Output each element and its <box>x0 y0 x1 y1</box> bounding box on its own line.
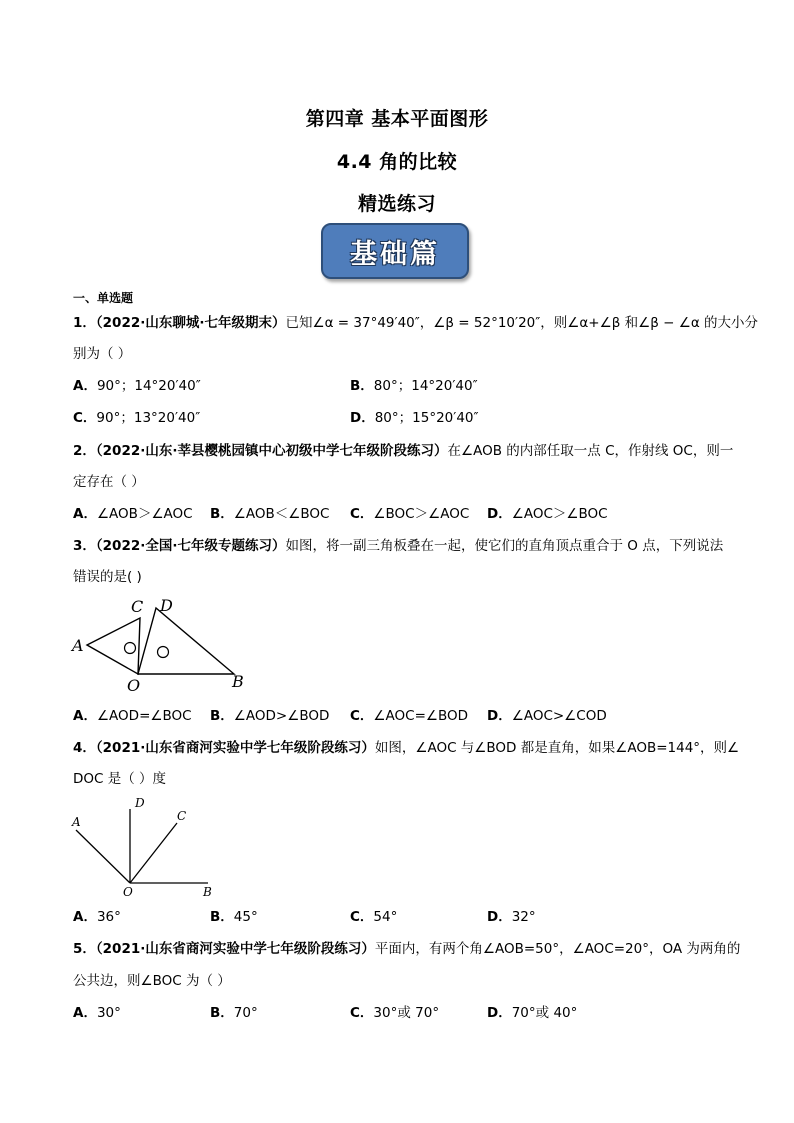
q4-option-a: A．36° <box>73 909 121 925</box>
q5-option-d: D．70°或 40° <box>487 1005 578 1021</box>
q1-option-b: B．80°；14°20′40″ <box>350 378 478 394</box>
section-title: 4.4 角的比较 <box>336 151 458 173</box>
q2-option-b: B．∠AOB＜∠BOC <box>210 506 330 522</box>
question-text: 如图，∠AOC 与∠BOD 都是直角，如果∠AOB=144°，则∠ <box>374 740 740 756</box>
question-text: 已知∠α = 37°49′40″，∠β = 52°10′20″，则∠α+∠β 和∠β − ∠α 的大小分 <box>285 315 759 331</box>
triangle-dob <box>138 608 234 674</box>
ray-oc <box>130 823 177 883</box>
triangle-aco <box>87 618 140 674</box>
ray-oa <box>76 830 130 883</box>
q2-option-d: D．∠AOC＞∠BOC <box>487 506 608 522</box>
q3-option-d: D．∠AOC>∠COD <box>487 708 607 724</box>
q3-option-c: C．∠AOC=∠BOD <box>350 708 469 724</box>
section-heading: 一、单选题 <box>73 291 134 305</box>
q3-option-b: B．∠AOD>∠BOD <box>210 708 330 724</box>
question-4-line-2: DOC 是（ ）度 <box>73 771 167 787</box>
q4-option-b: B．45° <box>210 909 258 925</box>
question-source: （2021·山东省商河实验中学七年级阶段练习） <box>95 941 375 957</box>
question-number: 4． <box>73 740 96 756</box>
label-b: B <box>203 885 212 899</box>
q1-option-c: C．90°；13°20′40″ <box>73 410 201 426</box>
triangle-figure <box>70 592 260 697</box>
label-o: O <box>123 885 133 899</box>
question-2-line-2: 定存在（ ） <box>73 474 145 490</box>
question-3-line-2: 错误的是( ) <box>73 569 142 585</box>
label-a: A <box>72 815 81 829</box>
question-source: （2021·山东省商河实验中学七年级阶段练习） <box>95 740 375 756</box>
question-text: 如图，将一副三角板叠在一起，使它们的直角顶点重合于 O 点，下列说法 <box>285 538 724 554</box>
q5-option-a: A．30° <box>73 1005 121 1021</box>
q4-option-d: D．32° <box>487 909 536 925</box>
question-4-line-1 <box>73 739 739 757</box>
question-source: （2022·山东·莘县樱桃园镇中心初级中学七年级阶段练习） <box>95 443 448 459</box>
level-badge <box>321 223 469 279</box>
q3-option-a: A．∠AOD=∠BOC <box>73 708 192 724</box>
q5-option-b: B．70° <box>210 1005 258 1021</box>
question-text: 平面内，有两个角∠AOB=50°，∠AOC=20°，OA 为两角的 <box>374 941 741 957</box>
question-number: 1． <box>73 315 96 331</box>
hole-left <box>125 643 136 654</box>
question-5-line-1 <box>73 940 740 958</box>
question-5-line-2: 公共边，则∠BOC 为（ ） <box>73 973 231 989</box>
chapter-title: 第四章 基本平面图形 <box>305 108 489 130</box>
hole-right <box>158 647 169 658</box>
label-o: O <box>127 676 141 695</box>
question-text: 在∠AOB 的内部任取一点 C，作射线 OC，则一 <box>447 443 734 459</box>
label-a: A <box>72 636 84 655</box>
q2-option-c: C．∠BOC＞∠AOC <box>350 506 470 522</box>
question-3-line-1 <box>73 537 723 555</box>
label-c: C <box>177 809 187 823</box>
angle-figure <box>70 795 220 900</box>
question-number: 2． <box>73 443 96 459</box>
subtitle: 精选练习 <box>357 193 436 215</box>
label-d: D <box>135 796 145 810</box>
q4-option-c: C．54° <box>350 909 398 925</box>
question-2-line-1 <box>73 442 733 460</box>
question-number: 3． <box>73 538 96 554</box>
q1-option-d: D．80°；15°20′40″ <box>350 410 479 426</box>
q2-option-a: A．∠AOB＞∠AOC <box>73 506 193 522</box>
question-number: 5． <box>73 941 96 957</box>
badge-label: 基础篇 <box>350 238 440 270</box>
q1-option-a: A．90°；14°20′40″ <box>73 378 201 394</box>
question-source: （2022·山东聊城·七年级期末） <box>95 315 286 331</box>
question-source: （2022·全国·七年级专题练习） <box>95 538 286 554</box>
question-1-line-1 <box>73 314 758 332</box>
label-c: C <box>131 597 144 616</box>
question-1-line-2: 别为（ ） <box>73 346 132 362</box>
label-d: D <box>160 596 173 615</box>
q5-option-c: C．30°或 70° <box>350 1005 440 1021</box>
label-b: B <box>232 672 244 691</box>
